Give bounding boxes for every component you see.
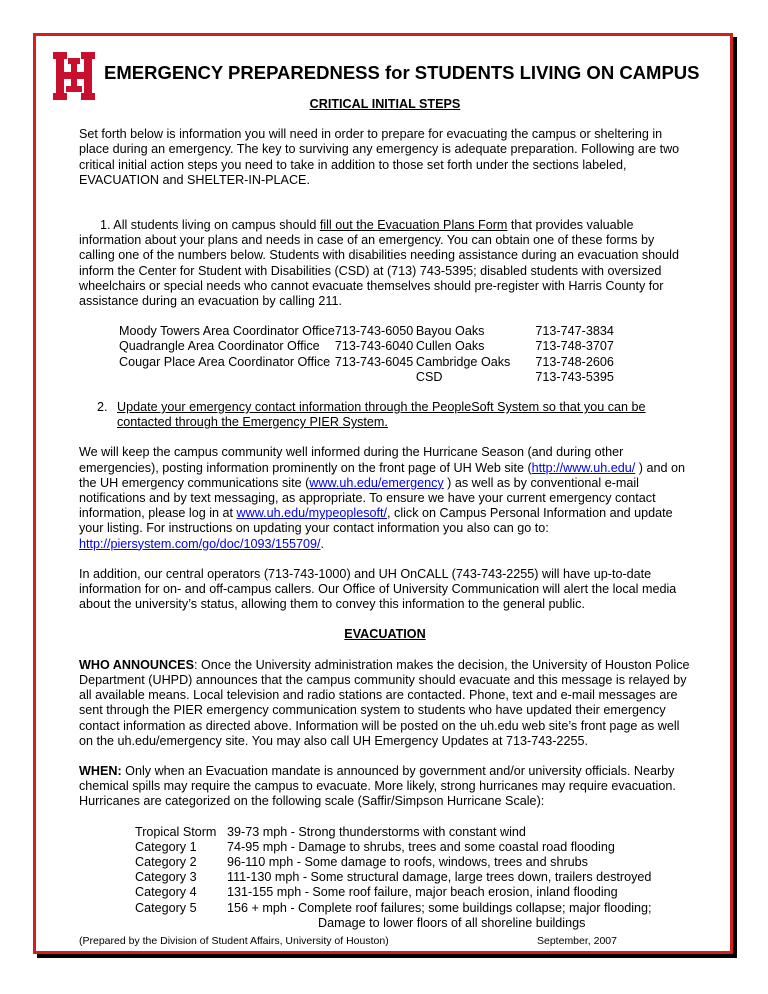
step-1-post: that provides valuable information about your plans and needs in case of an emergency. You can obtain one of these forms by calling one of the numbers below. Students with disabilities needing assistance during an evacuation should inform the Center for Student with Disabilities (CSD) at (713) 743-5395; disabled students with oversized wheelchairs or special needs who cannot evacuate themselves should pre-register with Harris County for assistance during an evacuation by calling 211. bbox=[79, 218, 679, 309]
table-row bbox=[135, 901, 652, 916]
contact-phone bbox=[335, 370, 416, 385]
contact-phone: 713-743-6040 bbox=[334, 339, 414, 354]
inform-paragraph bbox=[79, 445, 691, 551]
contact-name: Moody Towers Area Coordinator Office bbox=[119, 324, 335, 339]
category-name-blank bbox=[135, 916, 227, 931]
page-title: EMERGENCY PREPAREDNESS for STUDENTS LIVING ON CAMPUS bbox=[104, 62, 700, 83]
inform-text-4: , click on Campus Personal Information and update your listing. For instructions on updating your contact information you also can go to: bbox=[79, 506, 673, 536]
uh-emergency-link[interactable]: www.uh.edu/emergency bbox=[309, 475, 444, 490]
contact-phone-2: 713-748-3707 bbox=[535, 339, 614, 354]
inform-text-2: ) and on the UH emergency communications site ( bbox=[79, 460, 685, 490]
uh-website-link[interactable]: http://www.uh.edu/ bbox=[531, 460, 636, 475]
category-name: Category 1 bbox=[135, 839, 197, 854]
category-desc: 111-130 mph - Some structural damage, large trees down, trailers destroyed bbox=[227, 870, 652, 885]
table-row bbox=[119, 324, 614, 339]
piersystem-link[interactable]: http://piersystem.com/go/doc/1093/155709/ bbox=[79, 536, 321, 551]
inform-text-5: . bbox=[320, 536, 325, 551]
update-contact-link[interactable]: Update your emergency contact information through the PeopleSoft System so that you can be contacted through the Emergency PIER System. bbox=[117, 400, 646, 430]
contact-phone: 713-743-6045 bbox=[334, 354, 414, 369]
contact-name-2: CSD bbox=[415, 369, 443, 384]
contact-phone-2: 713-743-5395 bbox=[535, 369, 614, 384]
uh-logo bbox=[51, 50, 97, 102]
step-2-number: 2. bbox=[97, 400, 108, 415]
contact-phone-2: 713-747-3834 bbox=[535, 324, 614, 339]
table-row bbox=[119, 370, 614, 385]
when-label: WHEN: bbox=[79, 763, 122, 778]
contact-phone-2: 713-748-2606 bbox=[535, 354, 614, 369]
contact-name: Cougar Place Area Coordinator Office bbox=[119, 354, 331, 369]
contact-name bbox=[119, 370, 335, 385]
category-desc: 156 + mph - Complete roof failures; some buildings collapse; major flooding; bbox=[227, 900, 652, 915]
category-name: Category 2 bbox=[135, 854, 197, 869]
step-2-paragraph bbox=[97, 400, 691, 430]
table-row bbox=[135, 870, 652, 885]
intro-paragraph: Set forth below is information you will need in order to prepare for evacuating the campus or sheltering in place during an emergency. The key to surviving any emergency is adequate preparation. Following are two critical initial action steps you need to take in addition to those set forth under the sections labeled, EVACUATION and SHELTER-IN-PLACE. bbox=[79, 127, 680, 187]
table-row bbox=[135, 916, 652, 931]
category-name: Category 5 bbox=[135, 900, 197, 915]
table-row bbox=[135, 855, 652, 870]
who-announces-paragraph bbox=[79, 658, 691, 749]
evacuation-form-link[interactable]: fill out the Evacuation Plans Form bbox=[319, 218, 508, 233]
when-paragraph bbox=[79, 764, 691, 810]
table-row bbox=[135, 885, 652, 900]
category-name: Tropical Storm bbox=[135, 824, 217, 839]
contact-name-2: Cambridge Oaks bbox=[415, 354, 511, 369]
step-1-paragraph bbox=[79, 218, 691, 309]
category-5-continuation: Damage to lower floors of all shoreline buildings bbox=[318, 915, 586, 930]
inform-text-1: We will keep the campus community well informed during the Hurricane Season (and during other emergencies), posting information prominently on the front page of UH Web site ( bbox=[79, 445, 624, 475]
category-desc: 39-73 mph - Strong thunderstorms with constant wind bbox=[227, 824, 526, 839]
contact-name-2: Bayou Oaks bbox=[415, 324, 485, 339]
table-row bbox=[135, 825, 652, 840]
contact-name: Quadrangle Area Coordinator Office bbox=[119, 339, 320, 354]
table-row bbox=[119, 339, 614, 354]
footer-prepared-by: (Prepared by the Division of Student Affairs, University of Houston) bbox=[79, 935, 389, 947]
document-body bbox=[79, 97, 691, 931]
category-desc: 74-95 mph - Damage to shrubs, trees and some coastal road flooding bbox=[227, 839, 615, 854]
table-row bbox=[119, 355, 614, 370]
table-row bbox=[135, 840, 652, 855]
section-heading-critical-steps: CRITICAL INITIAL STEPS bbox=[309, 97, 461, 111]
hurricane-scale-table bbox=[135, 825, 652, 931]
when-text: Only when an Evacuation mandate is announced by government and/or university officials. Nearby chemical spills may require the campus to evacuate. More likely, strong hurricanes may require evacuation. Hurricanes are categorized on the following scale (Saffir/Simpson Hurricane Scale): bbox=[79, 763, 676, 809]
footer-date: September, 2007 bbox=[537, 935, 617, 947]
inform-text-3: ) as well as by conventional e-mail notifications and by text messaging, as appropriate. To ensure we have your current emergency contact information, please log in at bbox=[79, 475, 656, 521]
mypeoplesoft-link[interactable]: www.uh.edu/mypeoplesoft/ bbox=[236, 506, 388, 521]
category-desc: 96-110 mph - Some damage to roofs, windows, trees and shrubs bbox=[227, 854, 588, 869]
step-1-pre: 1. All students living on campus should bbox=[100, 218, 320, 233]
category-name: Category 4 bbox=[135, 885, 197, 900]
who-announces-text: : Once the University administration makes the decision, the University of Houston Police Department (UHPD) announces that the campus community should evacuate and this message is relayed by all available means. Local television and radio stations are contacted. Phone, text and e-mail messages are sent through the PIER emergency communication system to students who have updated their emergency contact information as directed above. Information will be posted on the uh.edu web site’s front page as well on the uh.edu/emergency site. You may also call UH Emergency Updates at 713-743-2255. bbox=[79, 657, 690, 748]
contact-phone: 713-743-6050 bbox=[334, 324, 414, 339]
contacts-table bbox=[119, 324, 614, 385]
category-name: Category 3 bbox=[135, 870, 197, 885]
operators-paragraph: In addition, our central operators (713-743-1000) and UH OnCALL (743-743-2255) will have up-to-date information for on- and off-campus callers. Our Office of University Communication will alert the local media about the university’s status, allowing them to convey this information to the general public. bbox=[79, 566, 677, 612]
category-desc: 131-155 mph - Some roof failure, major beach erosion, inland flooding bbox=[227, 885, 618, 900]
contact-name-2: Cullen Oaks bbox=[415, 339, 485, 354]
section-heading-evacuation: EVACUATION bbox=[344, 627, 426, 642]
who-announces-label: WHO ANNOUNCES bbox=[79, 657, 194, 672]
